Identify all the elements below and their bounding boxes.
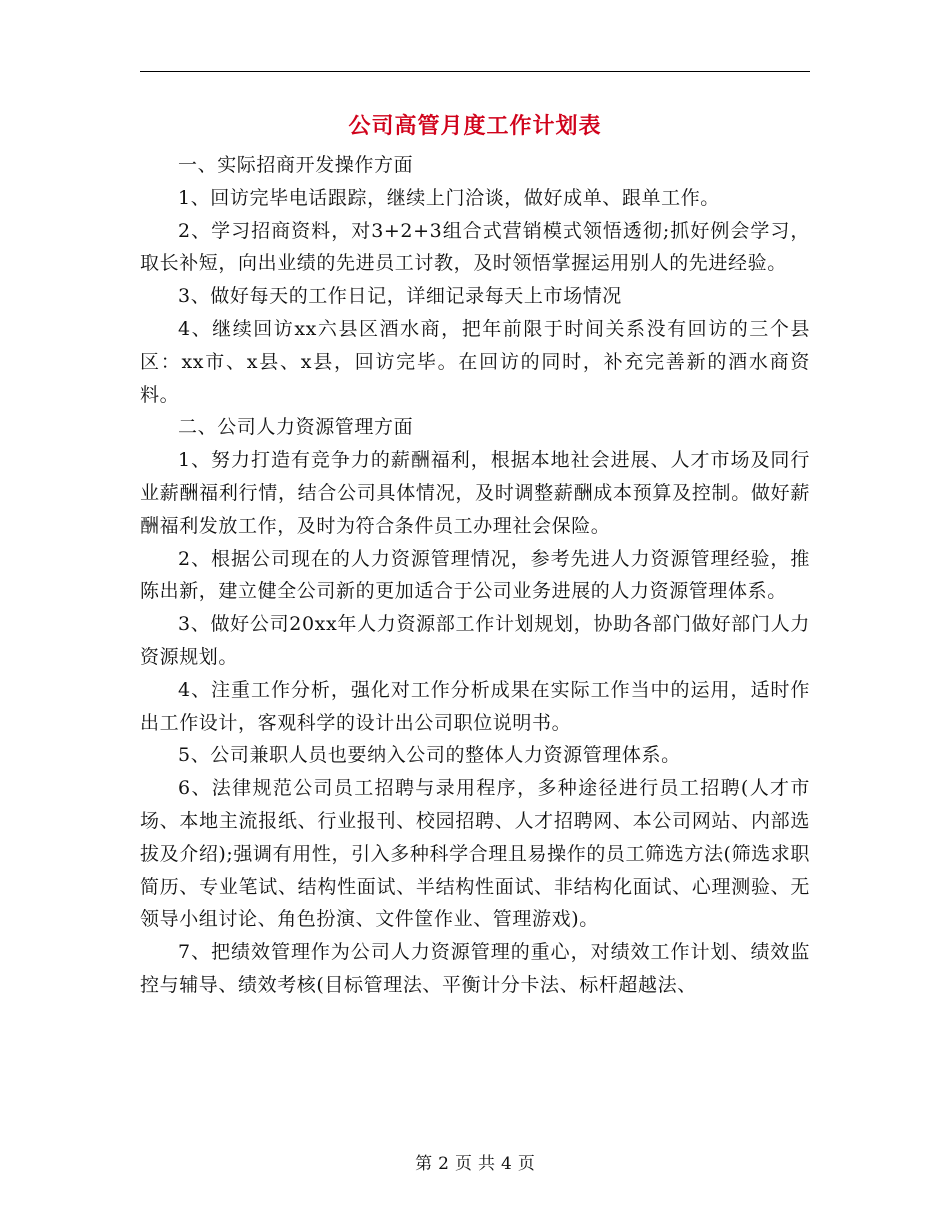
- page-footer: [0, 1152, 950, 1176]
- footer-suffix: 页: [517, 1154, 535, 1174]
- paragraph-item: 1、努力打造有竞争力的薪酬福利，根据本地社会进展、人才市场及同行业薪酬福利行情，结合公司具体情况，及时调整薪酬成本预算及控制。做好薪酬福利发放工作，及时为符合条件员工办理社会保险。: [140, 449, 810, 537]
- footer-page-word: 页: [455, 1154, 472, 1174]
- paragraph-item: 6、法律规范公司员工招聘与录用程序，多种途径进行员工招聘(人才市场、本地主流报纸、行业报刊、校园招聘、人才招聘网、本公司网站、内部选拔及介绍);强调有用性，引入多种科学合理且易操作的员工筛选方法(筛选求职简历、专业笔试、结构性面试、半结构性面试、非结构化面试、心理测验、无领导小组讨论、角色扮演、文件筐作业、管理游戏)。: [140, 777, 810, 931]
- paragraph-item: 2、学习招商资料，对3+2+3组合式营销模式领悟透彻;抓好例会学习，取长补短，向出业绩的先进员工讨教，及时领悟掌握运用别人的先进经验。: [140, 219, 810, 275]
- footer-current-page: 2: [438, 1154, 449, 1174]
- header-rule: [140, 71, 810, 72]
- paragraph-item: 3、做好每天的工作日记，详细记录每天上市场情况: [178, 285, 622, 308]
- paragraph-item: 5、公司兼职人员也要纳入公司的整体人力资源管理体系。: [178, 744, 681, 767]
- document-body: [140, 149, 810, 1002]
- footer-total-word: 共: [478, 1154, 495, 1174]
- section-heading-human-resources: 二、公司人力资源管理方面: [178, 416, 414, 439]
- section-heading-business-development: 一、实际招商开发操作方面: [178, 154, 414, 176]
- paragraph-item: 3、做好公司20xx年人力资源部工作计划规划，协助各部门做好部门人力资源规划。: [140, 613, 810, 668]
- footer-total-pages: 4: [501, 1154, 512, 1174]
- paragraph-item: 7、把绩效管理作为公司人力资源管理的重心，对绩效工作计划、绩效监控与辅导、绩效考核(目标管理法、平衡计分卡法、标杆超越法、: [140, 941, 810, 996]
- paragraph-item: 1、回访完毕电话跟踪，继续上门洽谈，做好成单、跟单工作。: [178, 186, 720, 209]
- paragraph-item: 4、继续回访xx六县区酒水商，把年前限于时间关系没有回访的三个县区：xx市、x县、x县，回访完毕。在回访的同时，补充完善新的酒水商资料。: [140, 317, 810, 406]
- paragraph-item: 4、注重工作分析，强化对工作分析成果在实际工作当中的运用，适时作出工作设计，客观科学的设计出公司职位说明书。: [140, 678, 810, 734]
- footer-prefix: 第: [415, 1154, 433, 1174]
- document-title: 公司高管月度工作计划表: [348, 113, 602, 139]
- paragraph-item: 2、根据公司现在的人力资源管理情况，参考先进人力资源管理经验，推陈出新，建立健全公司新的更加适合于公司业务进展的人力资源管理体系。: [140, 547, 810, 603]
